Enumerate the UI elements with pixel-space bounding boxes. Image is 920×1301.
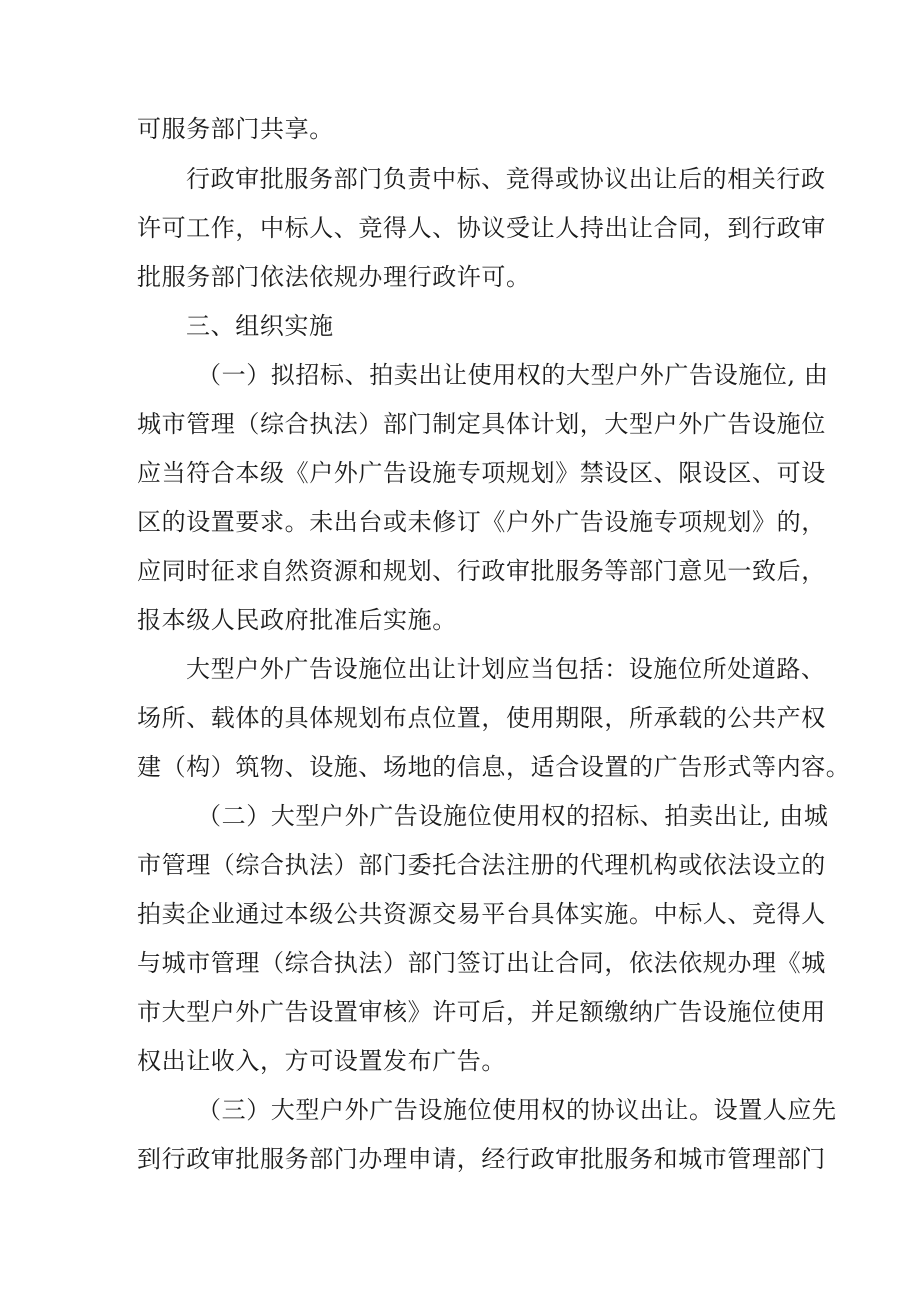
text-line: 应当符合本级《户外广告设施专项规划》禁设区、限设区、可设 xyxy=(137,459,826,487)
text-line: 批服务部门依法依规办理行政许可。 xyxy=(137,263,531,291)
text-line: 可服务部门共享。 xyxy=(137,115,334,143)
text-line: 报本级人民政府批准后实施。 xyxy=(137,606,457,634)
text-line: （二）大型户外广告设施位使用权的招标、拍卖出让, 由城 xyxy=(197,802,829,830)
text-line: 区的设置要求。未出台或未修订《户外广告设施专项规划》的， xyxy=(137,508,826,536)
text-line: （一）拟招标、拍卖出让使用权的大型户外广告设施位, 由 xyxy=(197,361,829,389)
text-line: 大型户外广告设施位出让计划应当包括：设施位所处道路、 xyxy=(186,655,826,683)
text-line: 城市管理（综合执法）部门制定具体计划，大型户外广告设施位 xyxy=(137,410,826,438)
text-line: 建（构）筑物、设施、场地的信息，适合设置的广告形式等内容。 xyxy=(137,753,851,781)
text-line: 市管理（综合执法）部门委托合法注册的代理机构或依法设立的 xyxy=(137,851,826,879)
text-line: 场所、载体的具体规划布点位置，使用期限，所承载的公共产权 xyxy=(137,704,826,732)
text-line: 权出让收入，方可设置发布广告。 xyxy=(137,1047,506,1075)
text-line: 拍卖企业通过本级公共资源交易平台具体实施。中标人、竞得人 xyxy=(137,900,826,928)
text-line: 行政审批服务部门负责中标、竞得或协议出让后的相关行政 xyxy=(186,165,826,193)
text-line: 应同时征求自然资源和规划、行政审批服务等部门意见一致后， xyxy=(137,557,826,585)
section-heading: 三、组织实施 xyxy=(186,312,334,340)
text-line: 到行政审批服务部门办理申请，经行政审批服务和城市管理部门 xyxy=(137,1145,826,1173)
text-line: 市大型户外广告设置审核》许可后，并足额缴纳广告设施位使用 xyxy=(137,998,826,1026)
text-line: （三）大型户外广告设施位使用权的协议出让。设置人应先 xyxy=(197,1096,837,1124)
text-line: 与城市管理（综合执法）部门签订出让合同，依法依规办理《城 xyxy=(137,949,826,977)
text-line: 许可工作，中标人、竞得人、协议受让人持出让合同，到行政审 xyxy=(137,214,826,242)
